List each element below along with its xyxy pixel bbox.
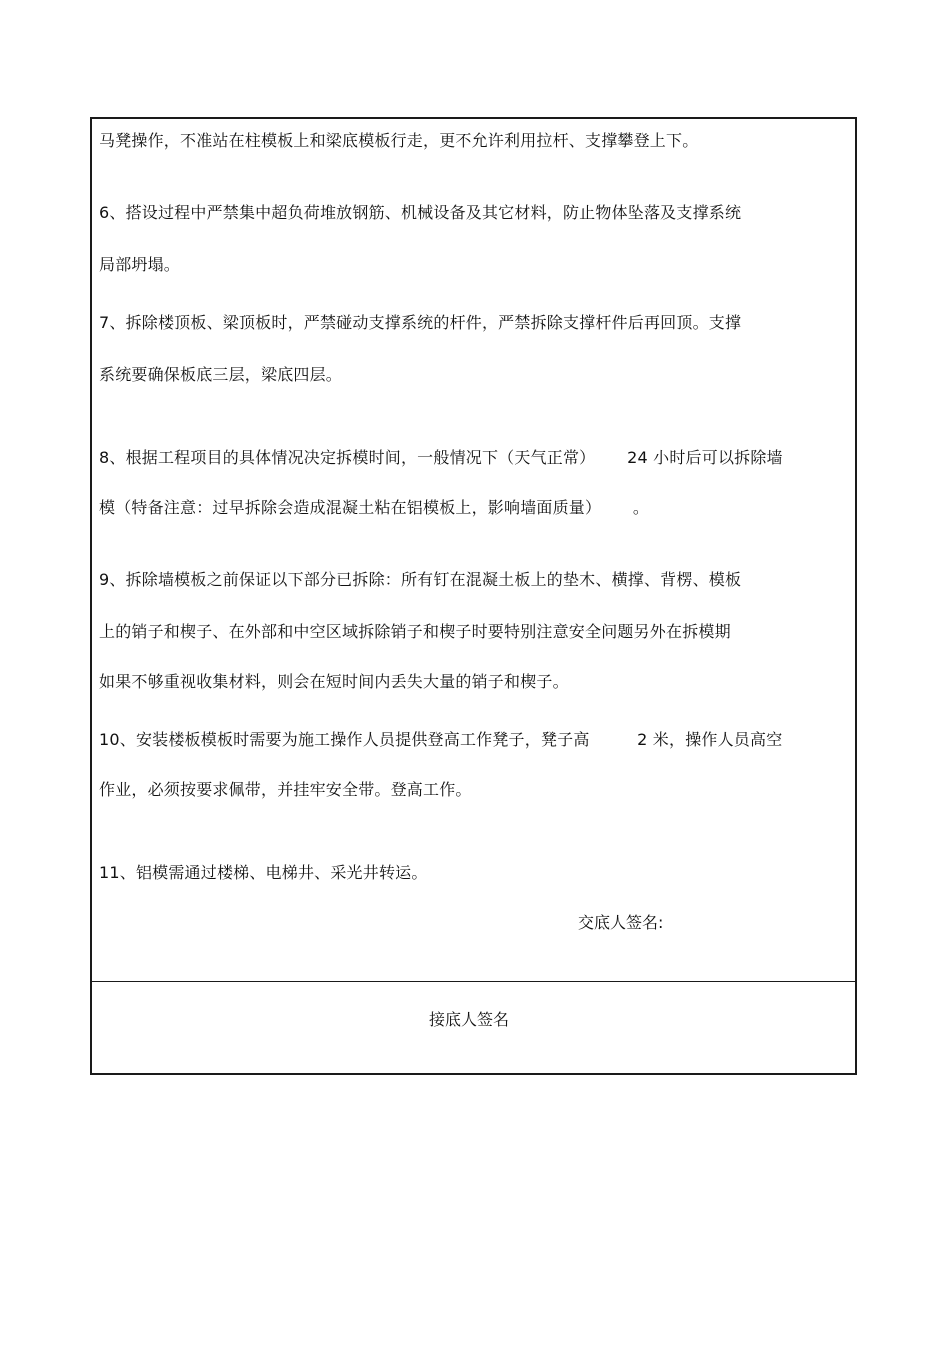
content-line: 系统要确保板底三层，梁底四层。 xyxy=(99,365,343,384)
handover-signature-label: 交底人签名: xyxy=(578,913,664,932)
content-line: 如果不够重视收集材料，则会在短时间内丢失大量的销子和楔子。 xyxy=(99,672,569,691)
disclosure-table xyxy=(90,117,857,1075)
content-line: 11、铝模需通过楼梯、电梯井、采光井转运。 xyxy=(99,863,428,882)
content-line: 9、拆除墙模板之前保证以下部分已拆除：所有钉在混凝土板上的垫木、横撑、背楞、模板 xyxy=(99,570,742,589)
content-line: 上的销子和楔子、在外部和中空区域拆除销子和楔子时要特别注意安全问题另外在拆模期 xyxy=(99,622,731,641)
content-line: 作业，必须按要求佩带，并挂牢安全带。登高工作。 xyxy=(99,780,472,799)
content-line: 10、安装楼板模板时需要为施工操作人员提供登高工作凳子，凳子高 2 米，操作人员高空 xyxy=(99,730,783,749)
content-line: 6、搭设过程中严禁集中超负荷堆放钢筋、机械设备及其它材料，防止物体坠落及支撑系统 xyxy=(99,203,742,222)
table-divider xyxy=(92,981,855,982)
content-line: 7、拆除楼顶板、梁顶板时，严禁碰动支撑系统的杆件，严禁拆除支撑杆件后再回顶。支撑 xyxy=(99,313,742,332)
content-line: 模（特备注意：过早拆除会造成混凝土粘在铝模板上，影响墙面质量） 。 xyxy=(99,498,650,517)
receiver-signature-label: 接底人签名 xyxy=(429,1010,510,1029)
content-line: 局部坍塌。 xyxy=(99,255,181,274)
content-line: 8、根据工程项目的具体情况决定拆模时间，一般情况下（天气正常） 24 小时后可以拆除墙 xyxy=(99,448,783,467)
content-line: 马凳操作，不准站在柱模板上和梁底模板行走，更不允许利用拉杆、支撑攀登上下。 xyxy=(99,131,699,150)
